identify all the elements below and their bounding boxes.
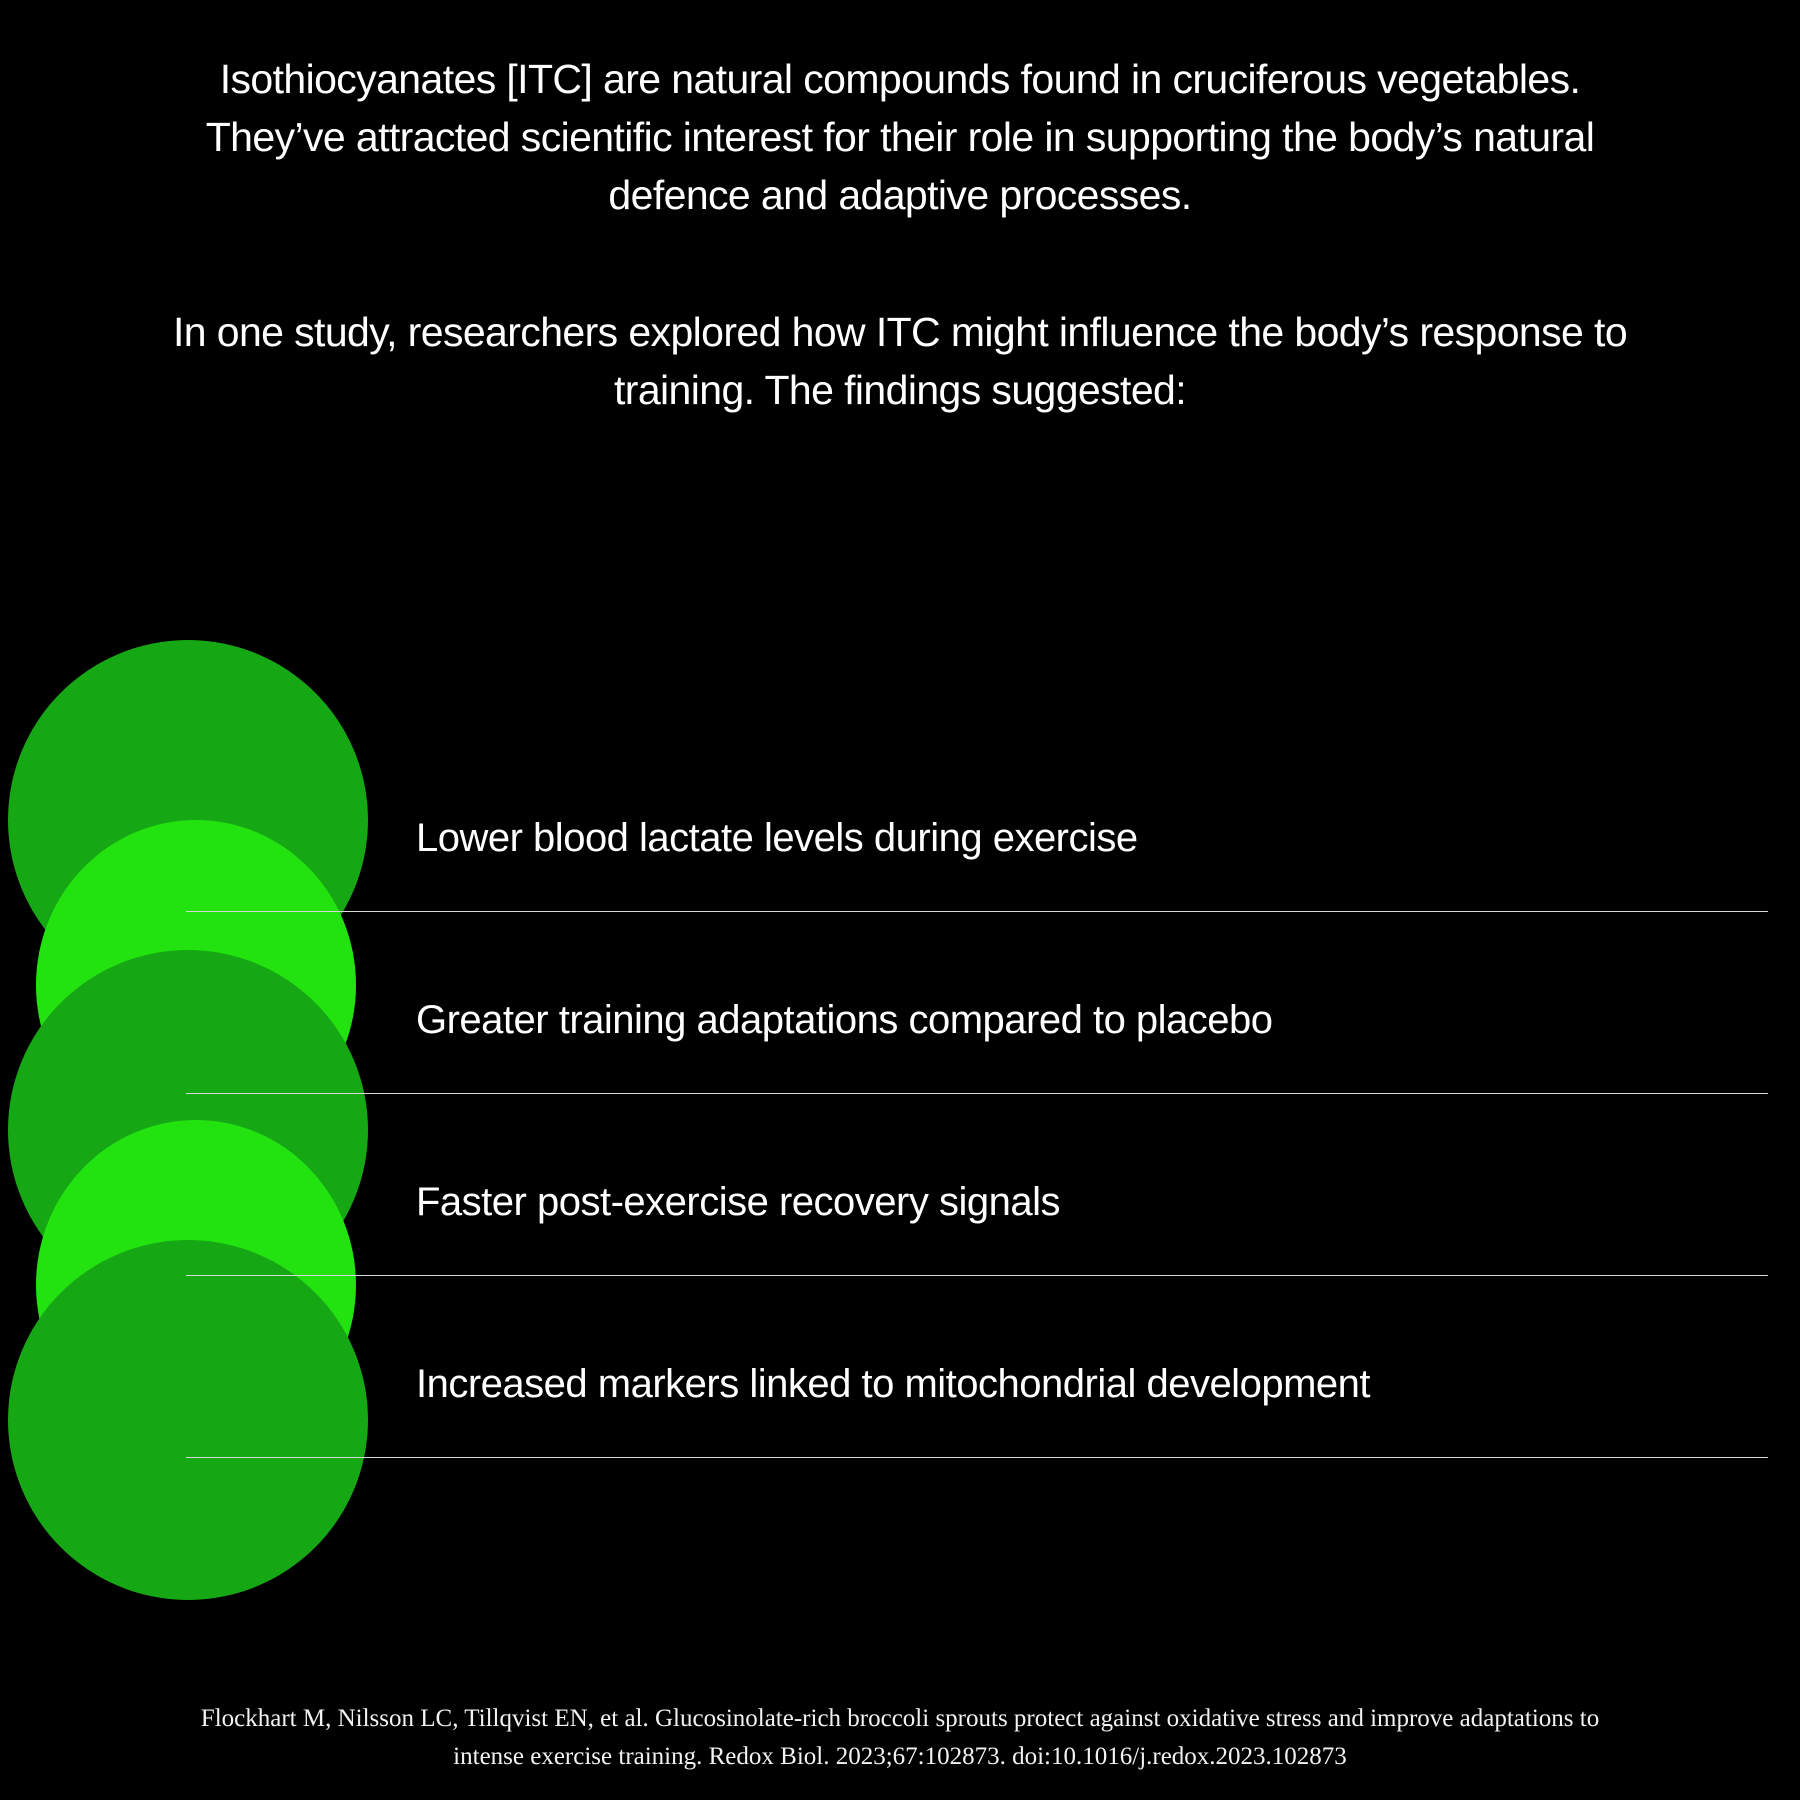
finding-divider-4 [186,1457,1768,1458]
finding-label-3: Faster post-exercise recovery signals [416,1180,1060,1224]
list-item [186,1276,1786,1458]
citation-text: Flockhart M, Nilsson LC, Tillqvist EN, et al. Glucosinolate-rich broccoli sprouts protect against oxidative stress and improve adaptations to intense exercise training. Redox Biol. 2023;67:102873. doi:10.1016/j.redox.2023.102873 [200,1705,1600,1770]
list-item [186,1094,1786,1276]
list-item [186,730,1786,912]
intro-paragraph-2: In one study, researchers explored how ITC might influence the body’s response to training. The findings suggested: [172,308,1628,413]
list-item [186,912,1786,1094]
findings-list [186,730,1786,1458]
finding-label-4: Increased markers linked to mitochondrial development [416,1362,1370,1406]
finding-label-1: Lower blood lactate levels during exercise [416,816,1138,860]
finding-label-2: Greater training adaptations compared to placebo [416,998,1273,1042]
intro-paragraph-1: Isothiocyanates [ITC] are natural compounds found in cruciferous vegetables. They’ve attracted scientific interest for their role in supporting the body’s natural defence and adaptive processes. [205,56,1595,219]
intro-text-block [150,50,1650,419]
